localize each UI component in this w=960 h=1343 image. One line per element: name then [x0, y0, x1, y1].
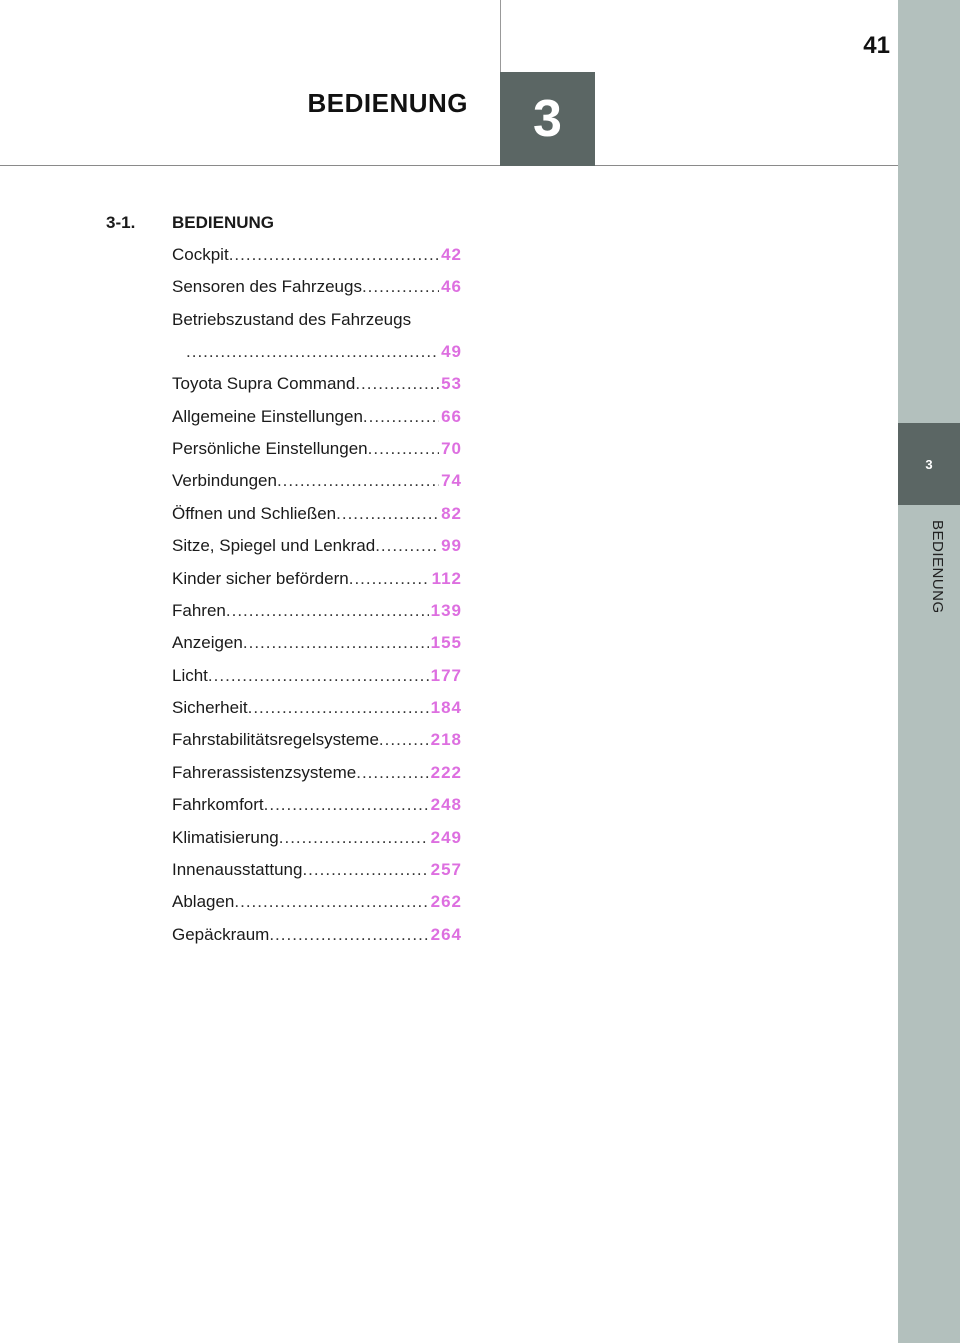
toc-entry-page[interactable]: 49 [441, 341, 462, 361]
toc-leader-dots [269, 922, 428, 948]
toc-entry[interactable] [172, 825, 462, 851]
toc-entry-page[interactable]: 139 [430, 600, 462, 620]
toc-leader-dots [355, 371, 439, 397]
toc-leader-dots [208, 663, 429, 689]
toc-entry[interactable] [172, 242, 462, 268]
page-number: 41 [863, 32, 890, 59]
toc-entry-title: Persönliche Einstellungen [172, 438, 368, 458]
toc-leader-dots [356, 760, 428, 786]
toc-entry-title: Anzeigen [172, 633, 243, 653]
toc-entry-page[interactable]: 262 [430, 892, 462, 912]
toc-entry-page[interactable]: 249 [430, 827, 462, 847]
toc-entry-page[interactable]: 46 [441, 277, 462, 297]
toc-leader-dots [248, 695, 429, 721]
toc-entry[interactable] [172, 274, 462, 300]
toc-entry-page[interactable]: 74 [441, 471, 462, 491]
section-title: BEDIENUNG [172, 213, 275, 232]
toc-leader-dots [302, 857, 428, 883]
toc-entry-page[interactable]: 82 [441, 503, 462, 523]
toc-entry[interactable] [172, 307, 462, 365]
toc-leader-dots [264, 792, 429, 818]
chapter-number-box [500, 72, 595, 166]
toc-entry[interactable] [172, 695, 462, 721]
toc-entry-title: Fahrstabilitätsregelsysteme [172, 730, 379, 750]
toc-section-heading [106, 210, 466, 236]
toc-entry[interactable] [172, 792, 462, 818]
toc-entry[interactable] [172, 371, 462, 397]
toc-leader-dots [243, 630, 429, 656]
toc-leader-dots [379, 727, 429, 753]
toc-leader-dots [186, 339, 439, 365]
toc-entry[interactable] [172, 857, 462, 883]
toc-entry-page[interactable]: 42 [441, 245, 462, 264]
toc-leader-dots [277, 468, 439, 494]
toc-entry-title: Öffnen und Schließen [172, 503, 337, 523]
toc-leader-dots [362, 274, 439, 300]
toc-entry[interactable] [172, 404, 462, 430]
toc-entry[interactable] [172, 468, 462, 494]
toc-leader-dots [363, 404, 439, 430]
toc-entry-page[interactable]: 66 [441, 406, 462, 426]
toc-entry[interactable] [172, 727, 462, 753]
header-divider-vertical [500, 0, 501, 72]
toc-leader-dots [375, 533, 439, 559]
toc-entry-page[interactable]: 248 [430, 795, 462, 815]
toc-leader-dots [336, 501, 439, 527]
toc-entry[interactable] [172, 501, 462, 527]
toc-entry[interactable] [172, 760, 462, 786]
section-number: 3-1. [106, 213, 136, 232]
toc-entry-title: Fahren [172, 600, 226, 620]
toc-entry-title: Klimatisierung [172, 827, 279, 847]
header-divider-horizontal [0, 165, 898, 166]
toc-entry-page[interactable]: 155 [430, 633, 462, 653]
toc-entry-page[interactable]: 184 [430, 698, 462, 718]
toc-entry[interactable] [172, 663, 462, 689]
chapter-tab-label: BEDIENUNG [929, 520, 946, 614]
toc-entry[interactable] [172, 533, 462, 559]
toc-entry-title: Verbindungen [172, 471, 277, 491]
toc-entry-page[interactable]: 53 [441, 374, 462, 394]
toc-entry-title: Toyota Supra Command [172, 374, 356, 394]
chapter-tab-number: 3 [925, 456, 933, 472]
toc-entry-title: Sensoren des Fahrzeugs [172, 277, 362, 297]
toc-entry-title: Allgemeine Einstellungen [172, 406, 363, 426]
chapter-tab[interactable] [898, 423, 960, 505]
toc-entry-title: Kinder sicher befördern [172, 568, 349, 588]
toc-leader-dots [279, 825, 429, 851]
chapter-title: BEDIENUNG [307, 88, 468, 118]
toc-entry-page[interactable]: 257 [430, 860, 462, 880]
toc-entry[interactable] [172, 566, 462, 592]
toc-leader-dots [368, 436, 439, 462]
toc-entry-title: Sicherheit [172, 698, 248, 718]
toc-entry-page[interactable]: 99 [441, 536, 462, 556]
toc-entry-title: Sitze, Spiegel und Lenkrad [172, 536, 376, 556]
toc-entry-page[interactable]: 177 [430, 665, 462, 685]
toc-entry-page[interactable]: 222 [430, 762, 462, 782]
toc-entry[interactable] [172, 436, 462, 462]
table-of-contents [106, 210, 466, 954]
toc-entry-page[interactable]: 218 [430, 730, 462, 750]
toc-entry-title: Betriebszustand des Fahrzeugs [172, 309, 412, 329]
toc-entry-title: Licht [172, 665, 208, 685]
toc-entry[interactable] [172, 922, 462, 948]
toc-leader-dots [349, 566, 430, 592]
toc-entry[interactable] [172, 598, 462, 624]
toc-entry-page[interactable]: 264 [430, 924, 462, 944]
toc-entry-title: Innenausstattung [172, 860, 303, 880]
toc-entry-title: Gepäckraum [172, 924, 270, 944]
toc-entry-title: Ablagen [172, 892, 235, 912]
toc-entry-title: Cockpit [172, 245, 229, 264]
toc-entry-title: Fahrkomfort [172, 795, 264, 815]
toc-entry-title: Fahrerassistenzsysteme [172, 762, 357, 782]
chapter-number: 3 [533, 90, 562, 148]
toc-leader-dots [226, 598, 429, 624]
toc-entry-page[interactable]: 70 [441, 438, 462, 458]
chapter-sidebar [898, 0, 960, 1343]
toc-entry-page[interactable]: 112 [431, 568, 462, 588]
toc-leader-dots [229, 242, 439, 268]
toc-entry[interactable] [172, 889, 462, 915]
toc-leader-dots [234, 889, 428, 915]
toc-entry[interactable] [172, 630, 462, 656]
